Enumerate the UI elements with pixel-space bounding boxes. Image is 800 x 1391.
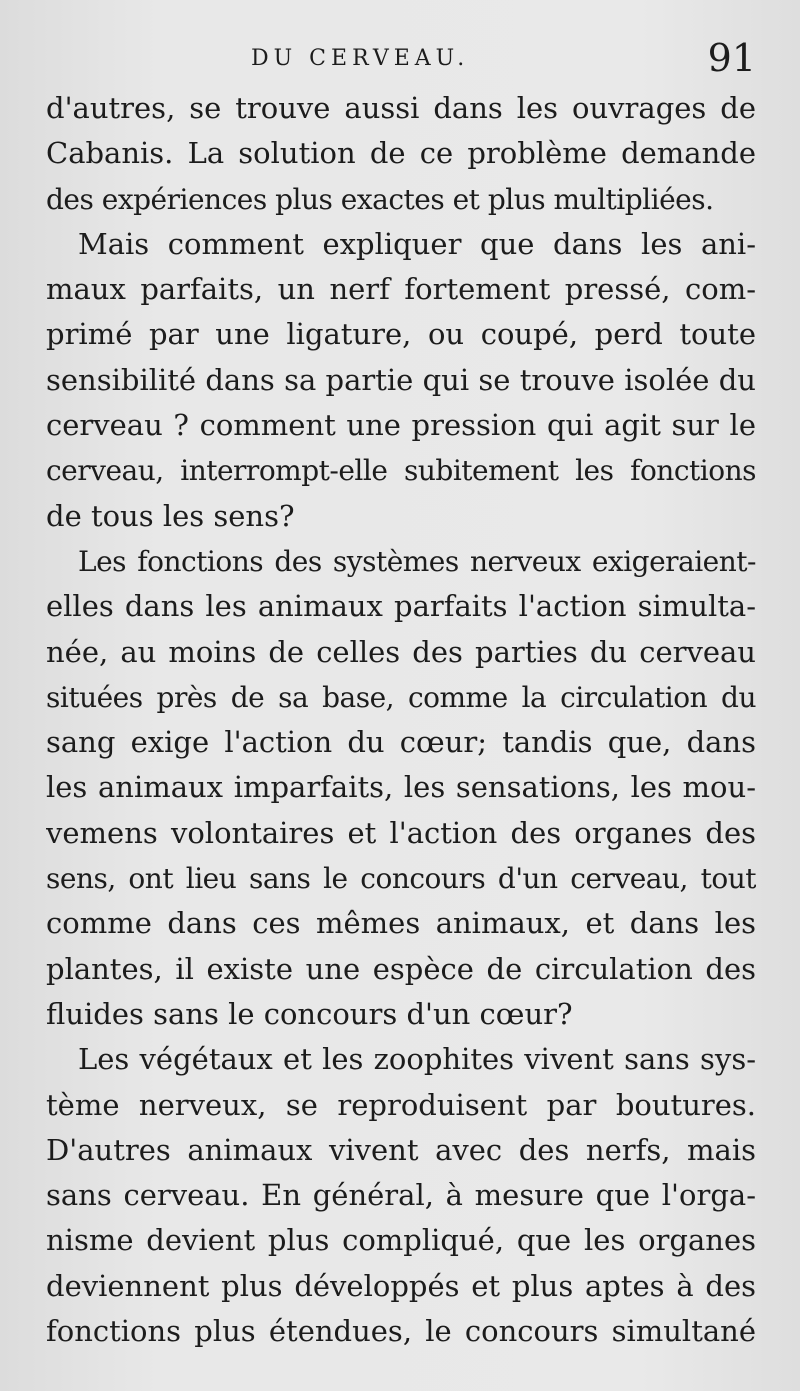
running-head — [46, 36, 756, 82]
text-line: Cabanis. La solution de ce problème demande — [46, 136, 756, 171]
text-line: née, au moins de celles des parties du cerveau — [46, 634, 756, 669]
text-line: sang exige l'action du cœur; tandis que, dans — [46, 725, 756, 760]
text-line: D'autres animaux vivent avec des nerfs, mais — [46, 1132, 756, 1167]
text-line: fonctions plus étendues, le concours simultané — [46, 1314, 756, 1349]
text-line: des expériences plus exactes et plus multipliées. — [46, 182, 714, 216]
text-line: elles dans les animaux parfaits l'action simulta- — [46, 589, 756, 624]
text-line: situées près de sa base, comme la circulation du — [46, 680, 756, 714]
text-line: fluides sans le concours d'un cœur? — [46, 996, 573, 1031]
text-line: sens, ont lieu sans le concours d'un cerveau, tout — [46, 862, 756, 896]
text-line: Les végétaux et les zoophites vivent sans sys- — [78, 1042, 756, 1077]
text-line: deviennent plus développés et plus aptes à des — [46, 1268, 756, 1303]
text-line: les animaux imparfaits, les sensations, les mou- — [46, 770, 756, 805]
text-line: comme dans ces mêmes animaux, et dans les — [46, 906, 756, 941]
text-line: de tous les sens? — [46, 498, 295, 533]
text-line: sensibilité dans sa partie qui se trouve isolée du — [46, 362, 756, 397]
body-text — [46, 86, 756, 1354]
text-line: plantes, il existe une espèce de circulation des — [46, 951, 756, 986]
page-number: 91 — [707, 36, 756, 80]
text-line: Mais comment expliquer que dans les ani- — [78, 226, 756, 261]
text-line: sans cerveau. En général, à mesure que l'orga- — [46, 1178, 756, 1213]
text-line: cerveau ? comment une pression qui agit sur le — [46, 408, 756, 443]
text-line: cerveau, interrompt-elle subitement les fonctions — [46, 454, 756, 488]
text-line: maux parfaits, un nerf fortement pressé, com- — [46, 272, 756, 307]
text-line: nisme devient plus compliqué, que les organes — [46, 1223, 756, 1258]
text-line: vemens volontaires et l'action des organes des — [46, 815, 756, 850]
running-title: DU CERVEAU. — [251, 46, 470, 71]
text-line: primé par une ligature, ou coupé, perd toute — [46, 317, 756, 352]
text-line: Les fonctions des systèmes nerveux exigeraient- — [78, 544, 756, 578]
text-line: tème nerveux, se reproduisent par boutures. — [46, 1087, 756, 1122]
text-line: d'autres, se trouve aussi dans les ouvrages de — [46, 91, 756, 125]
